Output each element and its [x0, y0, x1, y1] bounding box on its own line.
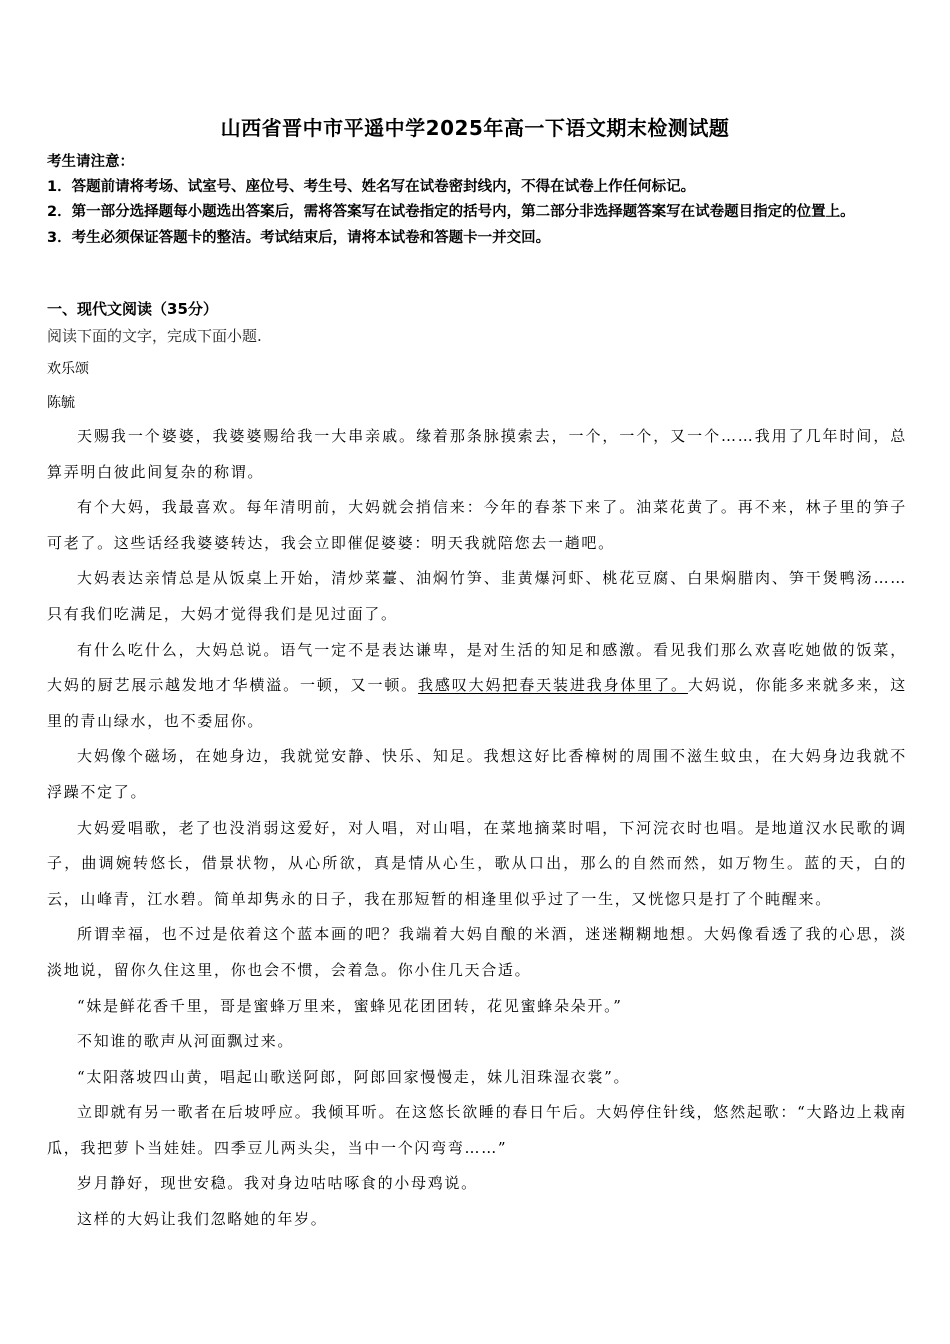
paragraph: 岁月静好，现世安稳。我对身边咕咕啄食的小母鸡说。 [77, 1174, 478, 1193]
paragraph: 立即就有另一歌者在后坡呼应。我倾耳听。在这悠长欲睡的春日午后。大妈停住针线，悠然起歌：“大路边上栽南瓜，我把萝卜当娃娃。四季豆儿两头尖，当中一个闪弯弯……” [47, 1103, 907, 1157]
paragraph-text: 有什么吃什么，大妈总说。语气一定不是表达谦卑，是对生活的知足和感激。看见我们那么欢喜吃她做的饭菜，大妈的厨艺展示越发地才华横溢。一顿，又一顿。 [47, 640, 907, 695]
paragraph: 这样的大妈让我们忽略她的年岁。 [77, 1210, 328, 1229]
notice-heading: 考生请注意： [47, 154, 134, 170]
paragraph: “太阳落坡四山黄，唱起山歌送阿郎，阿郎回家慢慢走，妹儿泪珠湿衣裳”。 [77, 1067, 631, 1086]
notice-item: 1．答题前请将考场、试室号、座位号、考生号、姓名写在试卷密封线内，不得在试卷上作任何标记。 [47, 179, 696, 196]
paragraph [47, 633, 907, 740]
notice-item: 2．第一部分选择题每小题选出答案后，需将答案写在试卷指定的括号内，第二部分非选择题答案写在试卷题目指定的位置上。 [47, 204, 855, 221]
section-instruction: 阅读下面的文字，完成下面小题. [47, 327, 262, 345]
paragraph: 大妈表达亲情总是从饭桌上开始，清炒菜薹、油焖竹笋、韭黄爆河虾、桃花豆腐、白果焖腊肉、笋干煲鸭汤……只有我们吃满足，大妈才觉得我们是见过面了。 [47, 569, 907, 623]
section-heading: 一、现代文阅读（35分） [47, 300, 218, 318]
underlined-sentence: 我感叹大妈把春天装进我身体里了。 [418, 676, 688, 695]
paragraph: 大妈爱唱歌，老了也没消弱这爱好，对人唱，对山唱，在菜地摘菜时唱，下河浣衣时也唱。是地道汉水民歌的调子，曲调婉转悠长，借景状物，从心所欲，真是情从心生，歌从口出，那么的自然而然，如万物生。蓝的天，白的云，山峰青，江水碧。简单却隽永的日子，我在那短暂的相逢里似乎过了一生，又恍惚只是打了个盹醒来。 [47, 818, 907, 908]
paragraph: 天赐我一个婆婆，我婆婆赐给我一大串亲戚。缘着那条脉摸索去，一个，一个，又一个……我用了几年时间，总算弄明白彼此间复杂的称谓。 [47, 427, 907, 481]
paragraph: 大妈像个磁场，在她身边，我就觉安静、快乐、知足。我想这好比香樟树的周围不滋生蚊虫，在大妈身边我就不浮躁不定了。 [47, 747, 907, 801]
paragraph: 所谓幸福，也不过是依着这个蓝本画的吧？我端着大妈自酿的米酒，迷迷糊糊地想。大妈像看透了我的心思，淡淡地说，留你久住这里，你也会不惯，会着急。你小住几天合适。 [47, 925, 907, 979]
article-author: 陈毓 [47, 395, 75, 411]
article-title: 欢乐颂 [47, 361, 89, 377]
paragraph: 有个大妈，我最喜欢。每年清明前，大妈就会捎信来：今年的春茶下来了。油菜花黄了。再不来，林子里的笋子可老了。这些话经我婆婆转达，我会立即催促婆婆：明天我就陪您去一趟吧。 [47, 498, 907, 552]
article-body [47, 419, 907, 1238]
paragraph-text: 大妈说，你能多来就多来，这里的青山绿水，也不委屈你。 [47, 676, 907, 730]
paragraph: 不知谁的歌声从河面飘过来。 [77, 1032, 295, 1051]
exam-notice [47, 150, 907, 251]
exam-title: 山西省晋中市平遥中学2025年高一下语文期末检测试题 [220, 116, 730, 140]
paragraph: “妹是鲜花香千里，哥是蜜蜂万里来，蜜蜂见花团团转，花见蜜蜂朵朵开。” [77, 996, 623, 1015]
notice-item: 3．考生必须保证答题卡的整洁。考试结束后，请将本试卷和答题卡一并交回。 [47, 229, 551, 246]
